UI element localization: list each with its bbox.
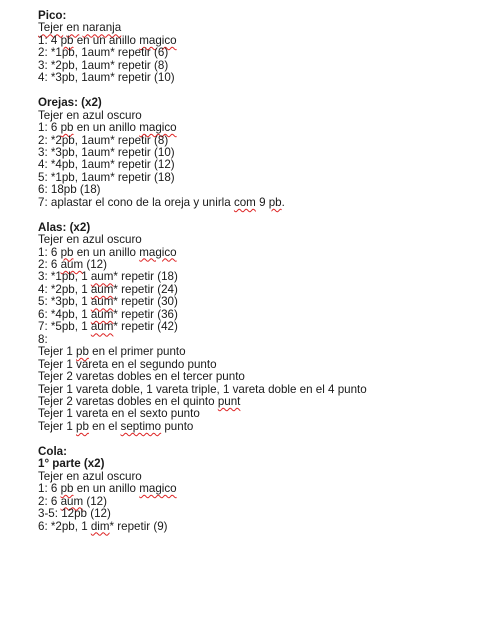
text-run: 1° parte (x2): [38, 457, 105, 471]
instruction-line: [38, 521, 494, 533]
text-run: 2: *2pb, 1aum* repetir (8): [38, 133, 169, 147]
text-run: 1: 4: [38, 33, 61, 47]
text-run: 2: 6: [38, 494, 61, 508]
section-heading: Orejas: (x2): [38, 96, 102, 110]
text-run: 6: *2pb, 1: [38, 519, 91, 533]
text-run: .: [281, 195, 285, 209]
text-run: * repetir (18): [113, 270, 178, 284]
spellcheck-flagged-word: en: [66, 21, 80, 35]
text-run: 7: aplastar el cono de la oreja y unirla: [38, 195, 234, 209]
text-run: 3: *3pb, 1aum* repetir (10): [38, 145, 175, 159]
text-run: en un anillo: [73, 245, 140, 259]
instruction-line: [38, 72, 494, 84]
spellcheck-flagged-word: aum: [90, 270, 114, 284]
text-run: 2: 6: [38, 258, 61, 272]
instruction-line: [38, 172, 494, 184]
text-run: Tejer en azul oscuro: [38, 469, 142, 483]
text-run: 7: *5pb, 1: [38, 320, 91, 334]
text-run: 5: *3pb, 1: [38, 295, 91, 309]
spellcheck-flagged-word: magico: [139, 121, 177, 135]
text-run: 6: 18pb (18): [38, 183, 101, 197]
section-heading: Cola:: [38, 444, 67, 458]
spellcheck-flagged-word: magico: [139, 245, 177, 259]
text-run: Tejer 2 varetas dobles en el quinto: [38, 395, 218, 409]
instruction-line: [38, 421, 494, 433]
section-heading: Alas: (x2): [38, 220, 91, 234]
spellcheck-flagged-word: naranja: [82, 21, 122, 35]
spellcheck-flagged-word: septimo: [120, 419, 162, 433]
text-run: en un anillo: [73, 121, 140, 135]
text-run: 1: 6: [38, 245, 61, 259]
spellcheck-flagged-word: pb: [60, 245, 74, 259]
spellcheck-flagged-word: aum: [90, 307, 114, 321]
text-run: 4: *3pb, 1aum* repetir (10): [38, 71, 175, 85]
text-run: en un anillo: [73, 482, 140, 496]
text-run: punto: [161, 419, 194, 433]
text-run: 6: *4pb, 1: [38, 307, 91, 321]
text-run: 9: [255, 195, 269, 209]
instruction-line: [38, 321, 494, 333]
spellcheck-flagged-word: pb: [60, 121, 74, 135]
text-run: 3: *1pb, 1: [38, 270, 91, 284]
section: [38, 10, 494, 85]
spellcheck-flagged-word: magico: [139, 482, 177, 496]
spellcheck-flagged-word: pb: [76, 345, 89, 359]
spellcheck-flagged-word: dim: [90, 519, 110, 533]
spellcheck-flagged-word: com: [233, 195, 256, 209]
text-run: en un anillo: [73, 33, 140, 47]
text-run: Tejer 1: [38, 419, 77, 433]
spellcheck-flagged-word: Tejer: [38, 21, 64, 35]
text-run: 1: 6: [38, 482, 61, 496]
text-run: 4: *4pb, 1aum* repetir (12): [38, 158, 175, 172]
text-run: Tejer 1 vareta en el segundo punto: [38, 357, 217, 371]
text-run: Tejer 1 vareta doble, 1 vareta triple, 1 vareta doble en el 4 punto: [38, 382, 367, 396]
text-run: Tejer 1: [38, 345, 77, 359]
spellcheck-flagged-word: punt: [217, 395, 241, 409]
text-run: 2: *1pb, 1aum* repetir (6): [38, 46, 169, 60]
spellcheck-flagged-word: aum: [90, 282, 114, 296]
text-run: * repetir (36): [113, 307, 178, 321]
text-run: (12): [83, 258, 107, 272]
text-run: * repetir (9): [109, 519, 168, 533]
spellcheck-flagged-word: aum: [90, 295, 114, 309]
spellcheck-flagged-word: pb: [268, 195, 282, 209]
spellcheck-flagged-word: aum: [90, 320, 114, 334]
text-run: 3: *2pb, 1aum* repetir (8): [38, 58, 169, 72]
section-heading: Pico:: [38, 9, 67, 22]
instruction-line: [38, 197, 494, 209]
spellcheck-flagged-word: aum: [60, 494, 84, 508]
text-run: Tejer 2 varetas dobles en el tercer punto: [38, 370, 245, 384]
spellcheck-flagged-word: magico: [139, 33, 177, 47]
text-run: * repetir (30): [113, 295, 178, 309]
text-run: 5: *1pb, 1aum* repetir (18): [38, 170, 175, 184]
text-run: en el primer punto: [88, 345, 186, 359]
section: [38, 97, 494, 209]
spellcheck-flagged-word: aum: [60, 258, 84, 272]
text-run: * repetir (24): [113, 282, 178, 296]
spellcheck-flagged-word: pb: [60, 482, 74, 496]
text-run: en el: [88, 419, 121, 433]
text-run: 1: 6: [38, 121, 61, 135]
text-run: Tejer en azul oscuro: [38, 233, 142, 247]
text-run: Tejer 1 vareta en el sexto punto: [38, 407, 200, 421]
section: [38, 222, 494, 434]
text-run: (12): [83, 494, 107, 508]
text-run: 3-5: 12pb (12): [38, 507, 111, 521]
spellcheck-flagged-word: pb: [60, 33, 74, 47]
text-run: 8:: [38, 332, 48, 346]
text-run: * repetir (42): [113, 320, 178, 334]
section: [38, 446, 494, 533]
text-run: Tejer en azul oscuro: [38, 108, 142, 122]
spellcheck-flagged-word: pb: [76, 419, 89, 433]
text-run: 4: *2pb, 1: [38, 282, 91, 296]
